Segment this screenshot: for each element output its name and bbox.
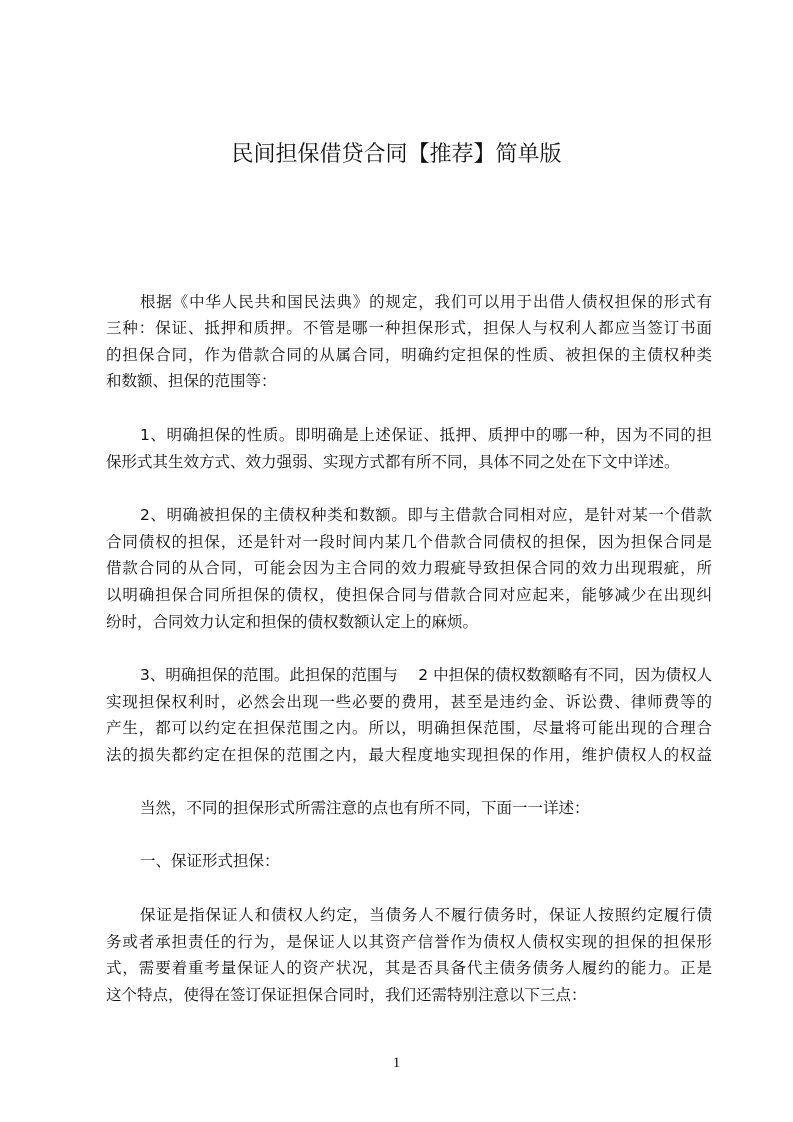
paragraph-line: 纷时，合同效力认定和担保的债权数额认定上的麻烦。 [106, 613, 479, 631]
paragraph-line: 和数额、担保的范围等： [106, 372, 277, 390]
paragraph-line: 保证是指保证人和债权人约定，当债务人不履行债务时，保证人按照约定履行债 [140, 906, 712, 924]
page-number: 1 [392, 1055, 401, 1071]
paragraph-line: 合同债权的担保，还是针对一段时间内某几个借款合同债权的担保，因为担保合同是 [106, 533, 712, 551]
paragraph-line: 以明确担保合同所担保的债权，使担保合同与借款合同对应起来，能够减少在出现纠 [106, 586, 712, 604]
paragraph-line: 三种：保证、抵押和质押。不管是哪一种担保形式，担保人与权利人都应当签订书面 [106, 319, 712, 337]
paragraph-line: 当然，不同的担保形式所需注意的点也有所不同，下面一一详述： [140, 799, 590, 817]
paragraph-line: 这个特点，使得在签订保证担保合同时，我们还需特别注意以下三点： [106, 986, 587, 1004]
paragraph-line: 的担保合同，作为借款合同的从属合同，明确约定担保的性质、被担保的主债权种类 [106, 346, 712, 364]
paragraph-line: 务或者承担责任的行为，是保证人以其资产信誉作为债权人债权实现的担保的担保形 [106, 933, 712, 951]
paragraph-line: 实现担保权利时，必然会出现一些必要的费用，甚至是违约金、诉讼费、律师费等的 [106, 693, 712, 711]
paragraph-line: 一、保证形式担保： [140, 852, 280, 870]
paragraph-line: 式，需要着重考量保证人的资产状况，其是否具备代主债务债务人履约的能力。正是 [106, 959, 712, 977]
paragraph-line: 2、明确被担保的主债权种类和数额。即与主借款合同相对应，是针对某一个借款 [140, 506, 712, 524]
paragraph-line: 1、明确担保的性质。即明确是上述保证、抵押、质押中的哪一种，因为不同的担 [140, 426, 712, 444]
document-title: 民间担保借贷合同【推荐】简单版 [231, 142, 562, 167]
paragraph-line: 3、明确担保的范围。此担保的范围与 2 中担保的债权数额略有不同，因为债权人 [140, 666, 713, 684]
paragraph-line: 根据《中华人民共和国民法典》的规定，我们可以用于出借人债权担保的形式有 [140, 293, 712, 311]
paragraph-line: 借款合同的从合同，可能会因为主合同的效力瑕疵导致担保合同的效力出现瑕疵，所 [106, 559, 712, 577]
paragraph-line: 保形式其生效方式、效力强弱、实现方式都有所不同，具体不同之处在下文中详述。 [106, 453, 680, 471]
paragraph-line: 产生，都可以约定在担保范围之内。所以，明确担保范围，尽量将可能出现的合理合 [106, 719, 712, 737]
paragraph-line: 法的损失都约定在担保的范围之内，最大程度地实现担保的作用，维护债权人的权益 [106, 746, 712, 764]
